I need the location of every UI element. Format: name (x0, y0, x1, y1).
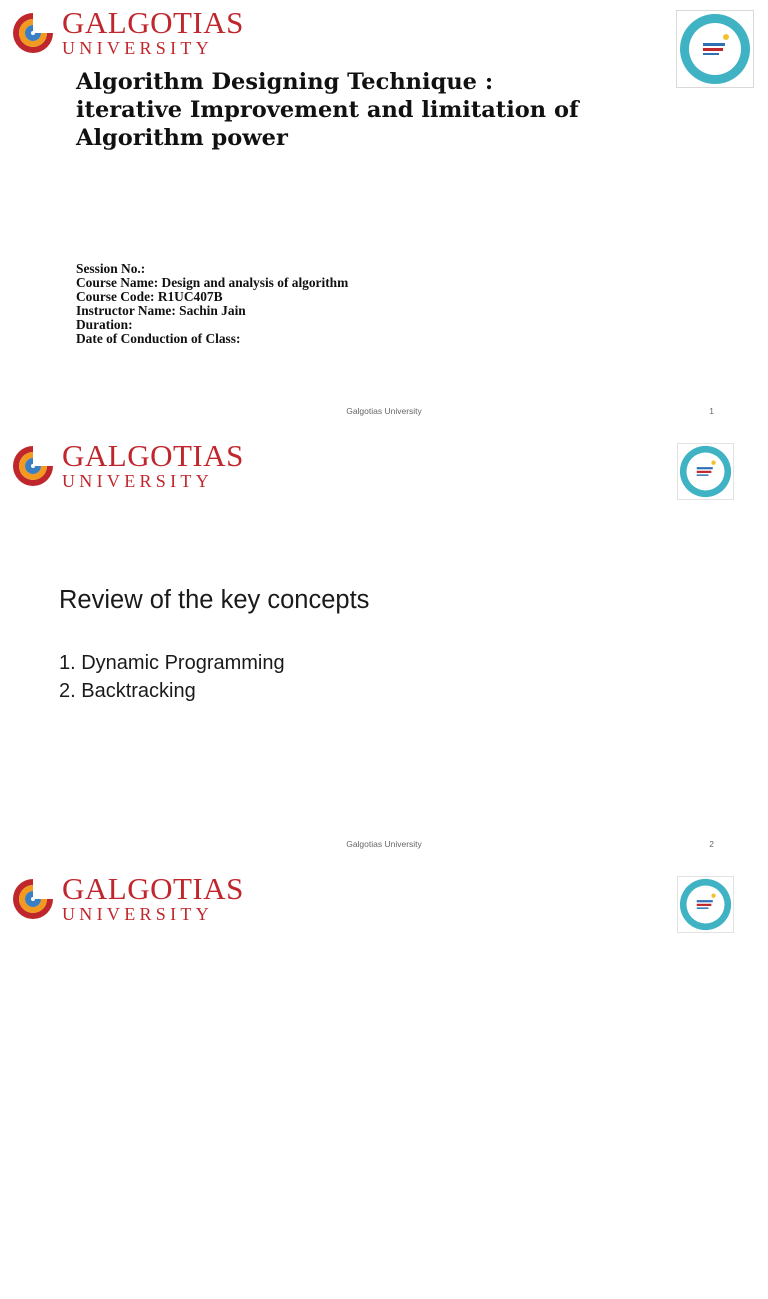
concept-list (59, 650, 285, 705)
page-number: 2 (709, 839, 714, 849)
logo-swirl-icon (10, 443, 56, 489)
page-number: 1 (709, 406, 714, 416)
slide-3 (0, 866, 768, 1299)
university-logo (10, 5, 250, 58)
info-session-no: Session No.: (76, 261, 146, 276)
gscale-badge-icon (676, 10, 754, 88)
slide-1 (0, 0, 768, 433)
slide-title: Review of the key concepts (59, 586, 370, 614)
info-date: Date of Conduction of Class: (76, 331, 241, 346)
logo-subtitle: UNIVERSITY (62, 38, 213, 58)
slide-2 (0, 433, 768, 866)
info-course-name: Course Name: Design and analysis of algorithm (76, 275, 349, 290)
footer-text: Galgotias University (346, 406, 422, 416)
list-item: 1. Dynamic Programming (59, 652, 285, 674)
logo-name: GALGOTIAS (62, 871, 244, 906)
info-instructor: Instructor Name: Sachin Jain (76, 303, 246, 318)
university-logo (10, 438, 250, 491)
slide-title: Algorithm Designing Technique : iterative Improvement and limitation of Algorithm power (76, 69, 579, 151)
footer-text: Galgotias University (346, 839, 422, 849)
logo-subtitle: UNIVERSITY (62, 904, 213, 924)
gscale-badge-icon (677, 876, 734, 933)
logo-name: GALGOTIAS (62, 438, 244, 473)
gscale-badge-icon (677, 443, 734, 500)
logo-swirl-icon (10, 10, 56, 56)
session-info (76, 262, 348, 346)
info-duration: Duration: (76, 317, 133, 332)
info-course-code: Course Code: R1UC407B (76, 289, 223, 304)
logo-subtitle: UNIVERSITY (62, 471, 213, 491)
logo-name: GALGOTIAS (62, 5, 244, 40)
university-logo (10, 871, 250, 924)
logo-swirl-icon (10, 876, 56, 922)
list-item: 2. Backtracking (59, 679, 196, 702)
